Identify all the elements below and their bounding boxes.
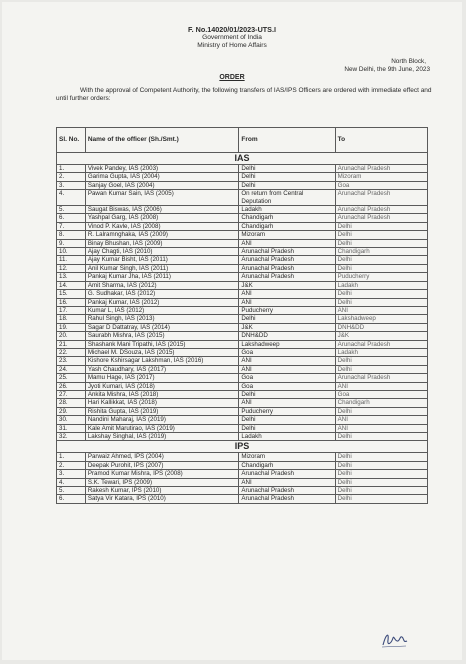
from-cell: Arunachal Pradesh [239, 248, 335, 256]
officer-name-cell: Ankita Mishra, IAS (2018) [85, 390, 239, 398]
sl-no-cell: 2. [57, 173, 86, 181]
officer-name-cell: Shashank Mani Tripathi, IAS (2015) [85, 340, 239, 348]
sl-no-cell: 16. [57, 298, 86, 306]
table-row [57, 290, 428, 298]
from-cell: Delhi [239, 173, 335, 181]
from-cell: Ladakh [239, 206, 335, 214]
table-row [57, 222, 428, 230]
officer-name-cell: Hari Kallikkat, IAS (2018) [85, 399, 239, 407]
table-row [57, 323, 428, 331]
officer-name-cell: Jyoti Kumari, IAS (2018) [85, 382, 239, 390]
sl-no-cell: 22. [57, 348, 86, 356]
sl-no-cell: 8. [57, 231, 86, 239]
sl-no-cell: 3. [57, 470, 86, 478]
from-cell: Mizoram [239, 231, 335, 239]
section-title: IPS [57, 441, 428, 453]
table-row [57, 214, 428, 222]
sl-no-cell: 23. [57, 357, 86, 365]
officer-name-cell: Pankaj Kumar Jha, IAS (2011) [85, 273, 239, 281]
from-cell: Arunachal Pradesh [239, 470, 335, 478]
to-cell: Delhi [335, 487, 427, 495]
to-cell: Delhi [335, 231, 427, 239]
to-cell: Arunachal Pradesh [335, 214, 427, 222]
sl-no-cell: 21. [57, 340, 86, 348]
column-header-from: From [239, 128, 335, 153]
table-row [57, 332, 428, 340]
sl-no-cell: 30. [57, 416, 86, 424]
table-row [57, 399, 428, 407]
sl-no-cell: 14. [57, 281, 86, 289]
table-row [57, 433, 428, 441]
to-cell: Delhi [335, 222, 427, 230]
officer-name-cell: Sanjay Goel, IAS (2004) [85, 181, 239, 189]
officer-name-cell: Rahul Singh, IAS (2013) [85, 315, 239, 323]
from-cell: ANI [239, 478, 335, 486]
government-name: Government of India [202, 34, 262, 41]
officer-name-cell: Mamu Hage, IAS (2017) [85, 374, 239, 382]
officer-name-cell: Parwaiz Ahmed, IPS (2004) [85, 453, 239, 461]
to-cell: Goa [335, 181, 427, 189]
officer-name-cell: Kishore Kshirsagar Lakshman, IAS (2016) [85, 357, 239, 365]
from-cell: Delhi [239, 315, 335, 323]
date-line: New Delhi, the 9th June, 2023 [344, 66, 430, 73]
table-row [57, 273, 428, 281]
from-cell: Goa [239, 382, 335, 390]
from-cell: ANI [239, 365, 335, 373]
table-row [57, 453, 428, 461]
from-cell: Arunachal Pradesh [239, 264, 335, 272]
table-row [57, 416, 428, 424]
from-cell: Delhi [239, 424, 335, 432]
section-title: IAS [57, 153, 428, 165]
to-cell: ANI [335, 382, 427, 390]
to-cell: DNH&DD [335, 323, 427, 331]
sl-no-cell: 4. [57, 190, 86, 206]
table-row [57, 256, 428, 264]
order-page [2, 2, 462, 660]
officer-name-cell: Michael M. DSouza, IAS (2015) [85, 348, 239, 356]
to-cell: Goa [335, 390, 427, 398]
to-cell: Arunachal Pradesh [335, 340, 427, 348]
table-row [57, 365, 428, 373]
to-cell: Delhi [335, 433, 427, 441]
from-cell: ANI [239, 298, 335, 306]
officer-name-cell: Rishita Gupta, IAS (2019) [85, 407, 239, 415]
sl-no-cell: 11. [57, 256, 86, 264]
table-row [57, 424, 428, 432]
table-row [57, 382, 428, 390]
officer-name-cell: Yash Chaudhary, IAS (2017) [85, 365, 239, 373]
order-title: ORDER [219, 74, 245, 81]
officer-name-cell: Saurabh Mishra, IAS (2015) [85, 332, 239, 340]
table-row [57, 348, 428, 356]
officer-name-cell: Sagar D Dattatray, IAS (2014) [85, 323, 239, 331]
sl-no-cell: 24. [57, 365, 86, 373]
sl-no-cell: 12. [57, 264, 86, 272]
sl-no-cell: 19. [57, 323, 86, 331]
column-header-sl-no: Sl. No. [57, 128, 86, 153]
sl-no-cell: 1. [57, 453, 86, 461]
officer-name-cell: Kale Amit Marutirao, IAS (2019) [85, 424, 239, 432]
to-cell: Delhi [335, 365, 427, 373]
from-cell: Goa [239, 348, 335, 356]
officer-name-cell: Nandini Maharaj, IAS (2019) [85, 416, 239, 424]
officer-name-cell: Kumar L, IAS (2012) [85, 306, 239, 314]
to-cell: Mizoram [335, 173, 427, 181]
table-row [57, 487, 428, 495]
to-cell: Delhi [335, 453, 427, 461]
to-cell: Arunachal Pradesh [335, 165, 427, 173]
officer-name-cell: Pramod Kumar Mishra, IPS (2008) [85, 470, 239, 478]
table-row [57, 315, 428, 323]
from-cell: DNH&DD [239, 332, 335, 340]
table-row [57, 181, 428, 189]
table-row [57, 281, 428, 289]
to-cell: Delhi [335, 407, 427, 415]
from-cell: Delhi [239, 416, 335, 424]
table-row [57, 248, 428, 256]
from-cell: Arunachal Pradesh [239, 256, 335, 264]
to-cell: Delhi [335, 290, 427, 298]
to-cell: Arunachal Pradesh [335, 206, 427, 214]
sl-no-cell: 7. [57, 222, 86, 230]
officer-name-cell: Vinod P. Kavle, IAS (2008) [85, 222, 239, 230]
to-cell: Delhi [335, 239, 427, 247]
officer-name-cell: G. Sudhakar, IAS (2012) [85, 290, 239, 298]
table-row [57, 298, 428, 306]
officer-name-cell: Deepak Purohit, IPS (2007) [85, 461, 239, 469]
file-number: F. No.14020/01/2023-UTS.I [188, 25, 276, 34]
table-row [57, 407, 428, 415]
from-cell: Delhi [239, 181, 335, 189]
officer-name-cell: Binay Bhushan, IAS (2009) [85, 239, 239, 247]
from-cell: Arunachal Pradesh [239, 495, 335, 503]
table-row [57, 470, 428, 478]
sl-no-cell: 20. [57, 332, 86, 340]
officer-name-cell: Rakesh Kumar, IPS (2010) [85, 487, 239, 495]
officer-name-cell: Vivek Pandey, IAS (2003) [85, 165, 239, 173]
table-row [57, 390, 428, 398]
signature-icon [380, 628, 410, 650]
from-cell: Mizoram [239, 453, 335, 461]
officer-name-cell: Satya Vir Katara, IPS (2010) [85, 495, 239, 503]
to-cell: Chandigarh [335, 399, 427, 407]
sl-no-cell: 29. [57, 407, 86, 415]
table-row [57, 374, 428, 382]
officer-name-cell: Ajay Chagti, IAS (2010) [85, 248, 239, 256]
from-cell: Puducherry [239, 306, 335, 314]
sl-no-cell: 28. [57, 399, 86, 407]
sl-no-cell: 18. [57, 315, 86, 323]
section-header-row [57, 153, 428, 165]
section-header-row [57, 441, 428, 453]
to-cell: Puducherry [335, 273, 427, 281]
officer-name-cell: Anil Kumar Singh, IAS (2011) [85, 264, 239, 272]
sl-no-cell: 5. [57, 487, 86, 495]
column-header-name: Name of the officer (Sh./Smt.) [85, 128, 239, 153]
officer-name-cell: Saugat Biswas, IAS (2006) [85, 206, 239, 214]
table-row [57, 478, 428, 486]
to-cell: ANI [335, 306, 427, 314]
from-cell: On return from Central Deputation [239, 190, 335, 206]
to-cell: Delhi [335, 478, 427, 486]
table-row [57, 306, 428, 314]
from-cell: Ladakh [239, 433, 335, 441]
from-cell: Arunachal Pradesh [239, 273, 335, 281]
to-cell: Delhi [335, 495, 427, 503]
from-cell: Puducherry [239, 407, 335, 415]
from-cell: J&K [239, 281, 335, 289]
officer-name-cell: Ajay Kumar Bisht, IAS (2011) [85, 256, 239, 264]
table-row [57, 357, 428, 365]
sl-no-cell: 9. [57, 239, 86, 247]
to-cell: Ladakh [335, 281, 427, 289]
to-cell: Delhi [335, 256, 427, 264]
to-cell: Delhi [335, 298, 427, 306]
sl-no-cell: 32. [57, 433, 86, 441]
to-cell: J&K [335, 332, 427, 340]
to-cell: Ladakh [335, 348, 427, 356]
sl-no-cell: 26. [57, 382, 86, 390]
officer-name-cell: Pawan Kumar Sain, IAS (2005) [85, 190, 239, 206]
table-row [57, 461, 428, 469]
office-block: North Block, [391, 58, 426, 65]
table-row [57, 264, 428, 272]
to-cell: Delhi [335, 264, 427, 272]
officer-name-cell: Garima Gupta, IAS (2004) [85, 173, 239, 181]
to-cell: Delhi [335, 461, 427, 469]
table-row [57, 206, 428, 214]
sl-no-cell: 3. [57, 181, 86, 189]
ministry-name: Ministry of Home Affairs [197, 42, 267, 49]
sl-no-cell: 6. [57, 495, 86, 503]
table-body [57, 153, 428, 504]
to-cell: ANI [335, 416, 427, 424]
from-cell: Lakshadweep [239, 340, 335, 348]
from-cell: Delhi [239, 165, 335, 173]
sl-no-cell: 15. [57, 290, 86, 298]
from-cell: ANI [239, 290, 335, 298]
officer-name-cell: Pankaj Kumar, IAS (2012) [85, 298, 239, 306]
sl-no-cell: 25. [57, 374, 86, 382]
table-row [57, 495, 428, 503]
officer-name-cell: Yashpal Garg, IAS (2008) [85, 214, 239, 222]
from-cell: J&K [239, 323, 335, 331]
officer-name-cell: Amit Sharma, IAS (2012) [85, 281, 239, 289]
from-cell: Goa [239, 374, 335, 382]
from-cell: Chandigarh [239, 222, 335, 230]
table-header-row [57, 128, 428, 153]
to-cell: Arunachal Pradesh [335, 374, 427, 382]
sl-no-cell: 10. [57, 248, 86, 256]
officer-name-cell: R. Lalramnghaka, IAS (2009) [85, 231, 239, 239]
sl-no-cell: 17. [57, 306, 86, 314]
sl-no-cell: 2. [57, 461, 86, 469]
sl-no-cell: 1. [57, 165, 86, 173]
sl-no-cell: 27. [57, 390, 86, 398]
table-row [57, 340, 428, 348]
from-cell: ANI [239, 399, 335, 407]
sl-no-cell: 5. [57, 206, 86, 214]
sl-no-cell: 6. [57, 214, 86, 222]
to-cell: Arunachal Pradesh [335, 190, 427, 206]
to-cell: Chandigarh [335, 248, 427, 256]
sl-no-cell: 13. [57, 273, 86, 281]
table-row [57, 190, 428, 206]
from-cell: Chandigarh [239, 461, 335, 469]
table-row [57, 239, 428, 247]
intro-paragraph: With the approval of Competent Authority, the following transfers of IAS/IPS Officers are ordered with immediate effect and until further orders: [56, 87, 432, 103]
to-cell: Delhi [335, 357, 427, 365]
table-row [57, 231, 428, 239]
from-cell: ANI [239, 239, 335, 247]
to-cell: ANI [335, 424, 427, 432]
officer-name-cell: Lakshay Singhal, IAS (2019) [85, 433, 239, 441]
from-cell: Delhi [239, 390, 335, 398]
transfer-table [56, 127, 428, 504]
from-cell: ANI [239, 357, 335, 365]
officer-name-cell: S.K. Tewari, IPS (2009) [85, 478, 239, 486]
column-header-to: To [335, 128, 427, 153]
to-cell: Lakshadweep [335, 315, 427, 323]
sl-no-cell: 31. [57, 424, 86, 432]
to-cell: Delhi [335, 470, 427, 478]
sl-no-cell: 4. [57, 478, 86, 486]
table-row [57, 165, 428, 173]
from-cell: Arunachal Pradesh [239, 487, 335, 495]
from-cell: Chandigarh [239, 214, 335, 222]
table-row [57, 173, 428, 181]
